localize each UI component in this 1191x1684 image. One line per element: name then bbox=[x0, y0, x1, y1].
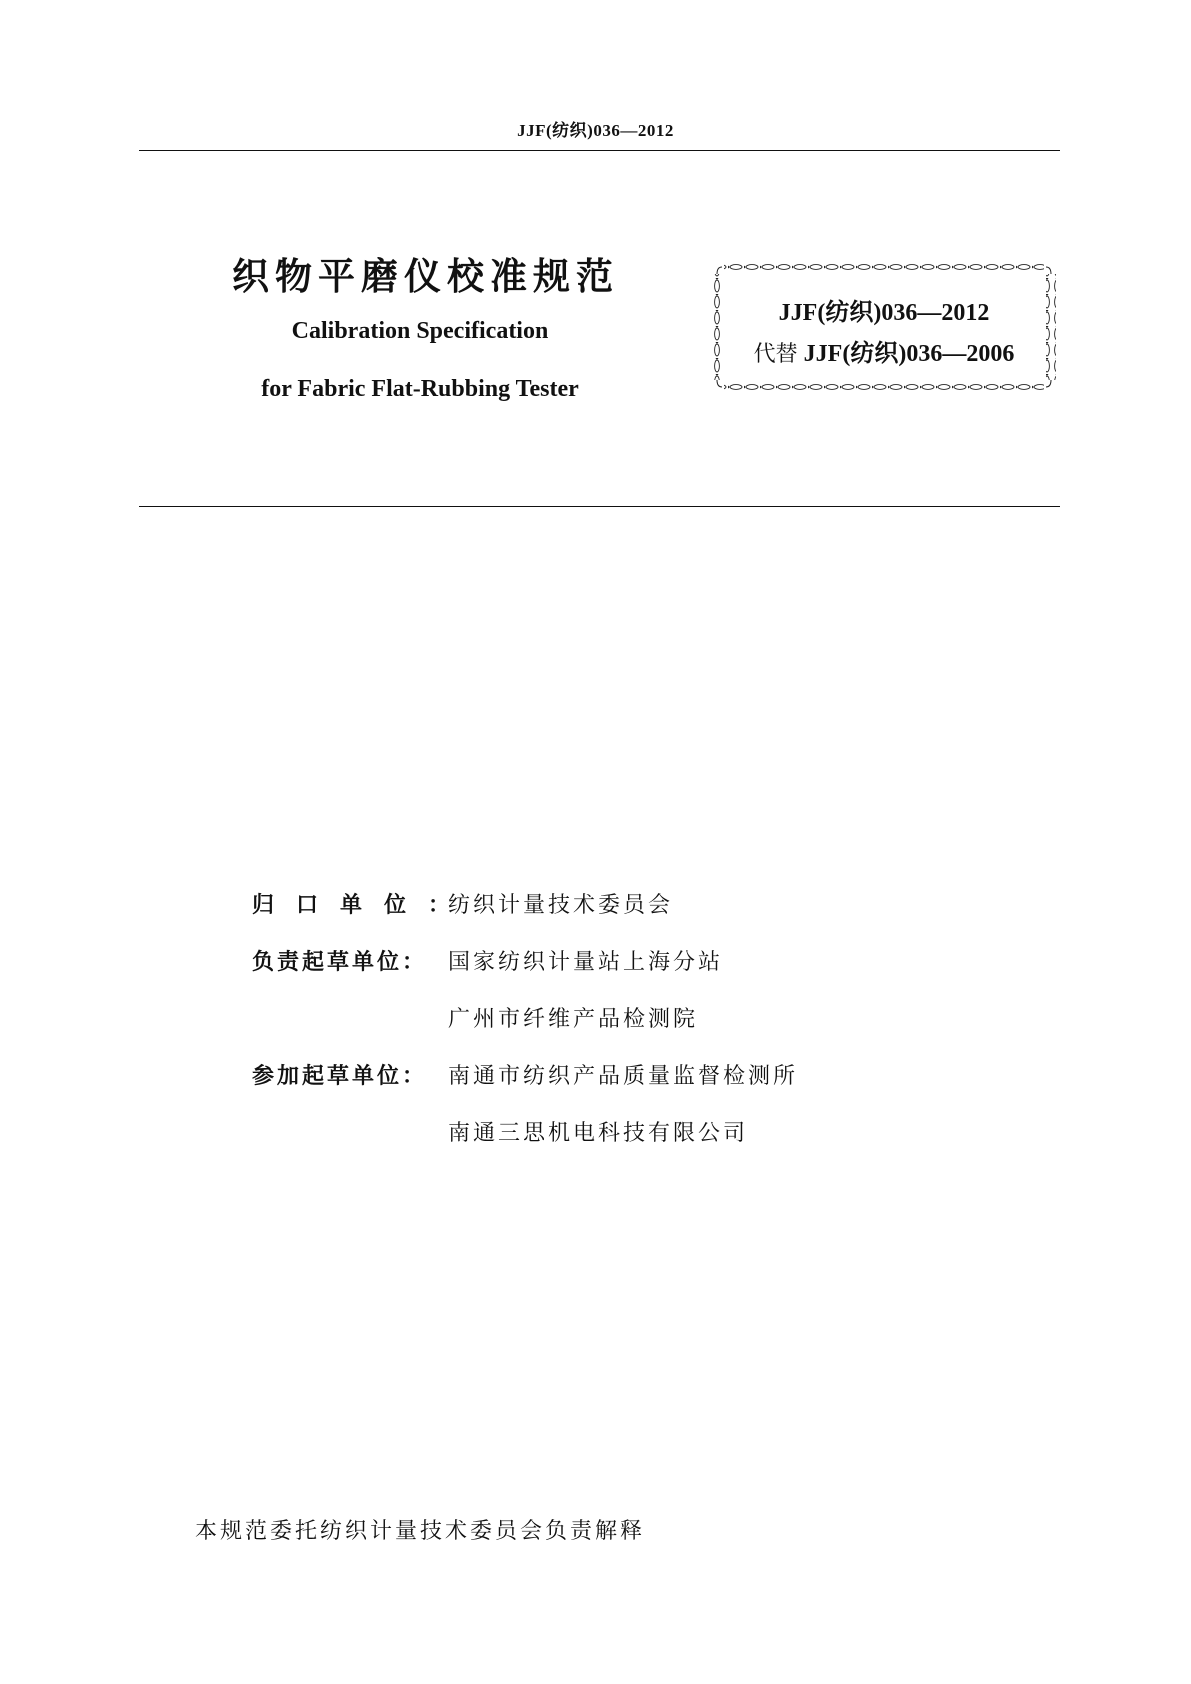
bottom-divider bbox=[139, 506, 1060, 507]
unit-label-responsible: 负责起草单位： bbox=[252, 950, 428, 975]
standard-code-stamp bbox=[712, 262, 1056, 392]
stamp-replaces-prefix: 代替 bbox=[753, 342, 798, 367]
unit-value-centralized: 纺织计量技术委员会 bbox=[448, 893, 674, 918]
unit-label-participating: 参加起草单位： bbox=[252, 1064, 428, 1089]
stamp-border bbox=[712, 262, 1056, 392]
unit-label-centralized: 归口单位： bbox=[252, 893, 473, 918]
stamp-replaced-code: JJF(纺织)036—2006 bbox=[803, 341, 1015, 367]
title-chinese: 织物平磨仪校准规范 bbox=[232, 255, 619, 298]
document-code-header: JJF(纺织)036—2012 bbox=[517, 121, 674, 140]
top-divider bbox=[139, 150, 1060, 151]
stamp-replaces-line bbox=[712, 333, 1056, 368]
unit-value-responsible-1: 国家纺织计量站上海分站 bbox=[448, 950, 724, 975]
unit-value-participating-1: 南通市纺织产品质量监督检测所 bbox=[448, 1064, 799, 1089]
unit-value-responsible-2: 广州市纤维产品检测院 bbox=[448, 1007, 699, 1032]
stamp-current-code: JJF(纺织)036—2012 bbox=[778, 300, 990, 326]
title-english-line1: Calibration Specification bbox=[291, 318, 549, 344]
interpretation-note: 本规范委托纺织计量技术委员会负责解释 bbox=[195, 1519, 646, 1544]
title-english-line2: for Fabric Flat-Rubbing Tester bbox=[261, 376, 579, 402]
unit-value-participating-2: 南通三思机电科技有限公司 bbox=[448, 1121, 749, 1146]
